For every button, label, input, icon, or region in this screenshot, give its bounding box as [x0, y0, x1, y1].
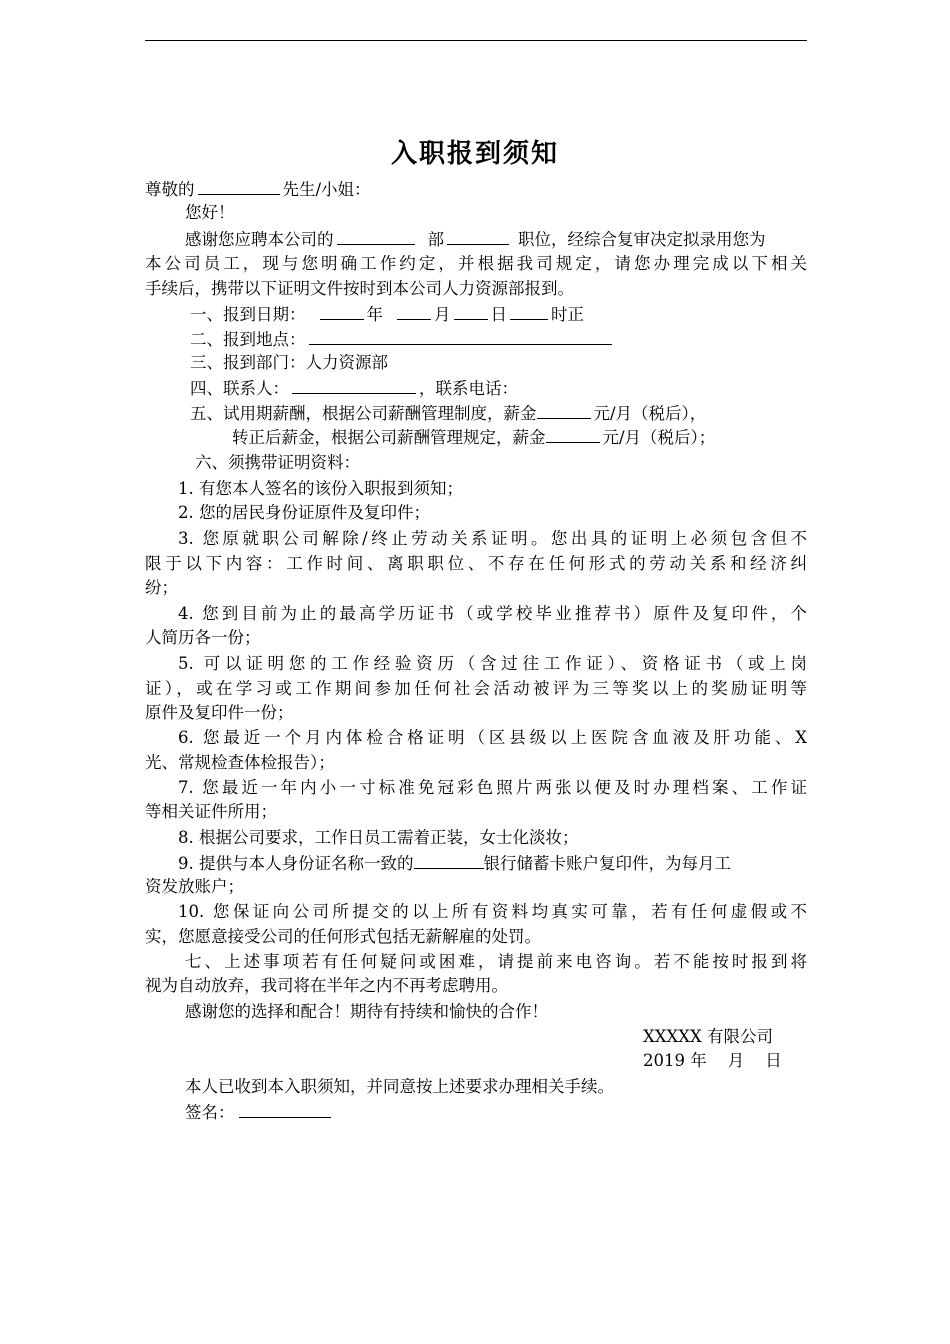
- doc-5-line-2: 证），或在学习或工作期间参加任何社会活动被评为三等奖以上的奖励证明等: [145, 679, 807, 698]
- item-7-line-1: 七、上述事项若有任何疑问或困难，请提前来电咨询。若不能按时报到将: [185, 952, 807, 971]
- day-blank[interactable]: [454, 302, 488, 320]
- contact-phone-label: ，联系电话：: [419, 379, 518, 398]
- hour-unit: 时正: [551, 305, 584, 324]
- intro-part1: 感谢您应聘本公司的: [185, 230, 334, 249]
- item-contact: [190, 376, 518, 401]
- doc-9-part1: 9. 提供与本人身份证名称一致的: [178, 854, 414, 873]
- salary-line1-a: 五、试用期薪酬，根据公司薪酬管理制度，薪金: [190, 404, 537, 423]
- date-label: 一、报到日期：: [190, 305, 306, 324]
- page-title: 入职报到须知: [390, 139, 559, 169]
- month-unit: 月: [434, 305, 451, 324]
- doc-10-line-2: 实，您愿意接受公司的任何形式包括无薪解雇的处罚。: [145, 927, 541, 946]
- day-unit: 日: [490, 305, 507, 324]
- salary-line2-b: 元/月（税后）；: [602, 428, 716, 447]
- bank-blank[interactable]: [414, 851, 484, 869]
- salutation-suffix: 先生/小姐：: [282, 180, 371, 199]
- intro-line-1: [185, 227, 766, 252]
- item-dept: 三、报到部门：人力资源部: [190, 353, 388, 372]
- salutation-prefix: 尊敬的: [145, 180, 195, 199]
- doc-10-line-1: 10. 您保证向公司所提交的以上所有资料均真实可靠，若有任何虚假或不: [178, 902, 807, 921]
- intro-line-3: 手续后，携带以下证明文件按时到本公司人力资源部报到。: [145, 279, 574, 298]
- doc-8: 8. 根据公司要求，工作日员工需着正装，女士化淡妆；: [178, 828, 579, 847]
- item-salary-1: [190, 401, 706, 426]
- salutation-line: [145, 177, 371, 202]
- doc-7-line-2: 等相关证件所用；: [145, 802, 277, 821]
- signature-blank[interactable]: [239, 1100, 331, 1118]
- doc-4-line-1: 4. 您到目前为止的最高学历证书（或学校毕业推荐书）原件及复印件，个: [178, 604, 807, 623]
- doc-6-line-2: 光、常规检查体检报告）；: [145, 753, 335, 772]
- doc-1: 1. 有您本人签名的该份入职报到须知；: [178, 479, 463, 498]
- company-dept-blank[interactable]: [337, 227, 415, 245]
- item-place: [190, 327, 615, 352]
- sign-date: 2019 年 月 日: [643, 1051, 782, 1070]
- place-blank[interactable]: [309, 327, 612, 345]
- doc-9-line-1: [178, 851, 731, 876]
- doc-3-line-2: 限于以下内容：工作时间、离职职位、不存在任何形式的劳动关系和经济纠: [145, 554, 807, 573]
- doc-3-line-1: 3. 您原就职公司解除/终止劳动关系证明。您出具的证明上必须包含但不: [178, 529, 807, 548]
- item-7-line-2: 视为自动放弃，我司将在半年之内不再考虑聘用。: [145, 976, 508, 995]
- greeting: 您好！: [185, 203, 235, 222]
- doc-4-line-2: 人简历各一份；: [145, 628, 261, 647]
- year-unit: 年: [366, 305, 383, 324]
- regular-salary-blank[interactable]: [546, 425, 600, 443]
- doc-7-line-1: 7. 您最近一年内小一寸标准免冠彩色照片两张以便及时办理档案、工作证: [178, 778, 807, 797]
- signature-label: 签名：: [185, 1103, 235, 1122]
- doc-5-line-1: 5. 可以证明您的工作经验资历（含过往工作证）、资格证书（或上岗: [178, 654, 807, 673]
- acknowledgement: 本人已收到本入职须知，并同意按上述要求办理相关手续。: [185, 1077, 614, 1096]
- hour-blank[interactable]: [510, 302, 548, 320]
- salary-line2-a: 转正后薪金，根据公司薪酬管理规定，薪金: [232, 428, 546, 447]
- probation-salary-blank[interactable]: [537, 401, 591, 419]
- contact-label: 四、联系人：: [190, 379, 289, 398]
- place-label: 二、报到地点：: [190, 330, 306, 349]
- item-date: [190, 302, 584, 327]
- contact-blank[interactable]: [292, 376, 416, 394]
- doc-5-line-3: 原件及复印件一份；: [145, 703, 294, 722]
- doc-9-line-2: 资发放账户；: [145, 877, 244, 896]
- year-blank[interactable]: [320, 302, 364, 320]
- company-name: XXXXX 有限公司: [643, 1027, 773, 1046]
- doc-3-line-3: 纷；: [145, 578, 178, 597]
- salary-line1-b: 元/月（税后），: [593, 404, 707, 423]
- doc-9-part2: 银行储蓄卡账户复印件，为每月工: [483, 854, 731, 873]
- thanks-line: 感谢您的选择和配合！期待有持续和愉快的合作！: [185, 1002, 548, 1021]
- item-salary-2: [232, 425, 715, 450]
- doc-6-line-1: 6. 您最近一个月内体检合格证明（区县级以上医院含血液及肝功能、X: [178, 728, 807, 747]
- intro-part2: 部: [427, 230, 444, 249]
- intro-line-2: 本公司员工，现与您明确工作约定，并根据我司规定，请您办理完成以下相关: [145, 254, 807, 273]
- doc-2: 2. 您的居民身份证原件及复印件；: [178, 503, 430, 522]
- intro-part3: 职位，经综合复审决定拟录用您为: [518, 230, 766, 249]
- signature-line: [185, 1100, 334, 1125]
- position-blank[interactable]: [447, 227, 509, 245]
- docs-label: 六、须携带证明资料：: [195, 453, 360, 472]
- name-blank[interactable]: [198, 177, 280, 195]
- header-rule: [145, 40, 807, 41]
- month-blank[interactable]: [397, 302, 431, 320]
